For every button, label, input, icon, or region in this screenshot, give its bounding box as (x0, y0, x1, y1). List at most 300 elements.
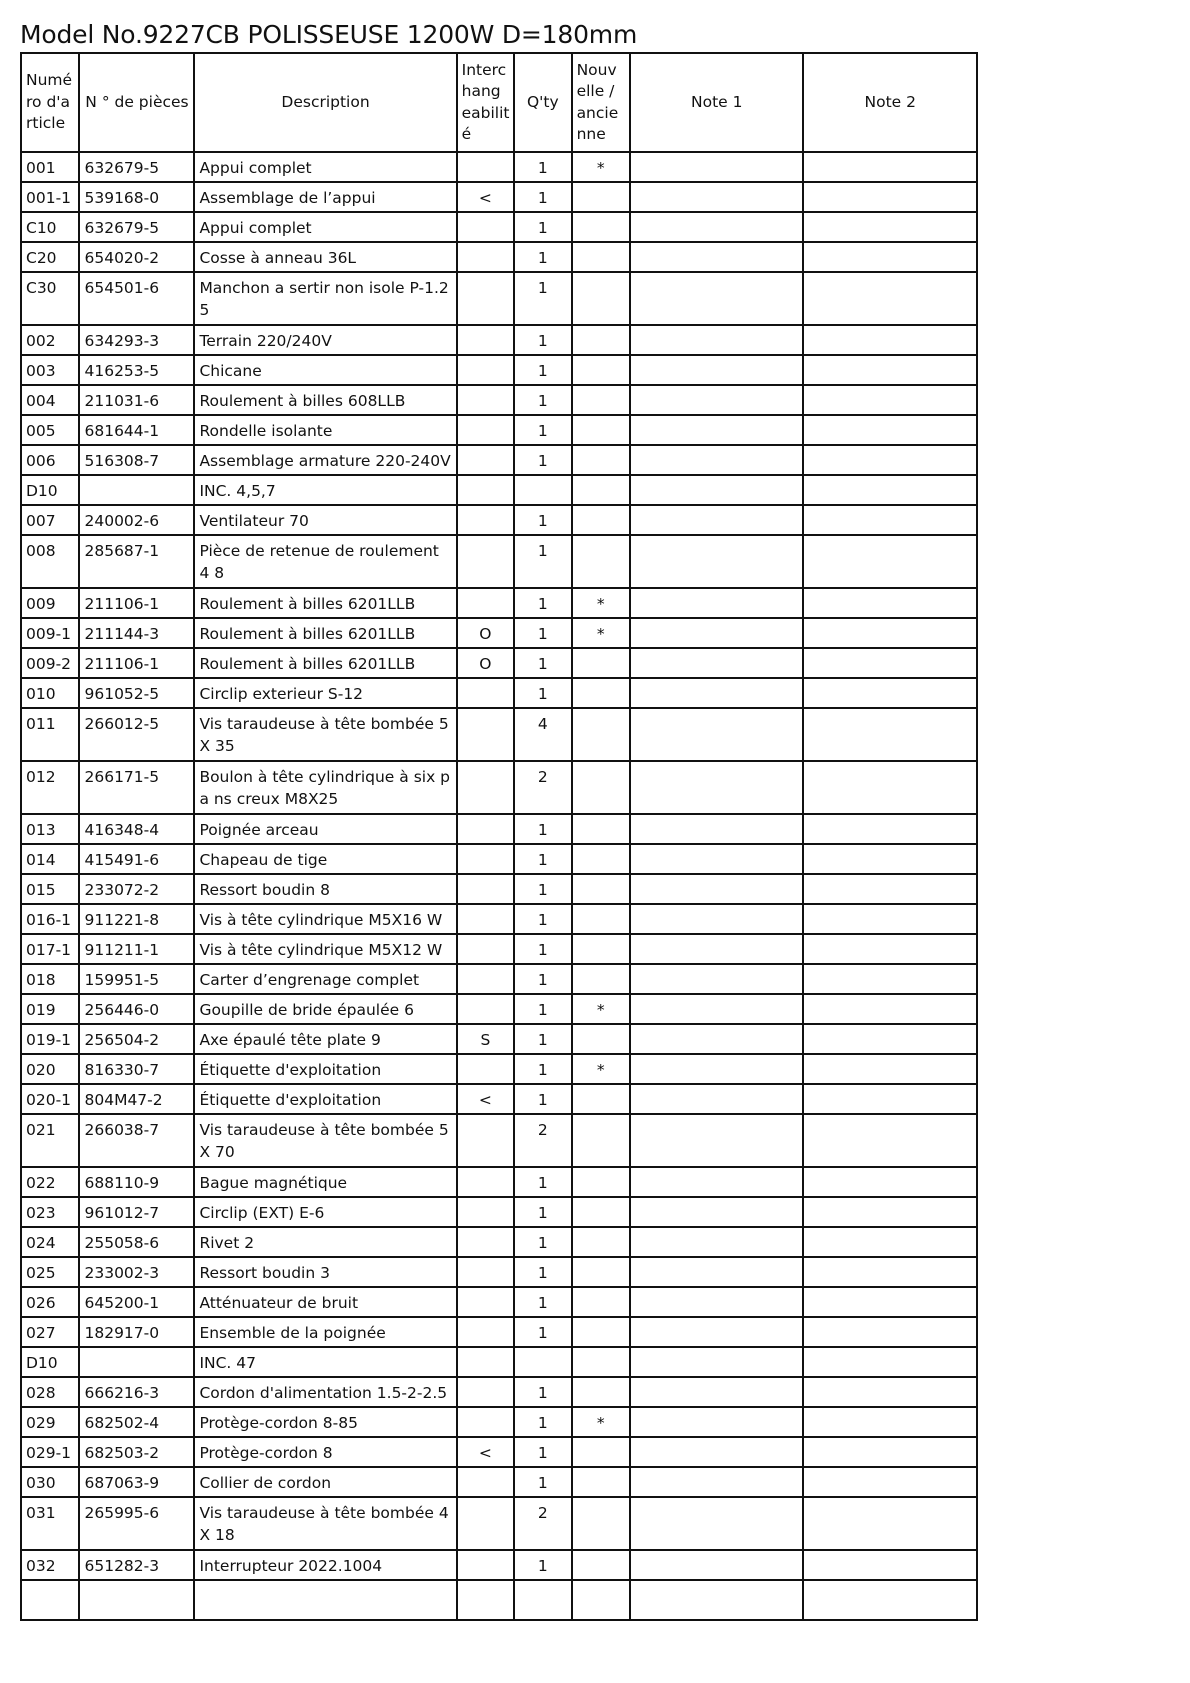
cell-new-old: * (572, 994, 630, 1024)
cell-new-old (572, 182, 630, 212)
cell-quantity (514, 1347, 571, 1377)
cell-note-1 (630, 1167, 803, 1197)
header-part-number: N ° de pièces (79, 53, 194, 152)
cell-part-number: 182917-0 (79, 1317, 194, 1347)
table-row (21, 1437, 977, 1467)
cell-new-old (572, 934, 630, 964)
cell-note-1 (630, 152, 803, 182)
cell-item-number: 026 (21, 1287, 79, 1317)
cell-note-1 (630, 1084, 803, 1114)
cell-part-number: 416253-5 (79, 355, 194, 385)
cell-interchangeability (457, 1497, 514, 1550)
cell-part-number: 632679-5 (79, 212, 194, 242)
cell-note-2 (803, 1347, 977, 1377)
parts-table-wrapper (20, 52, 978, 1683)
cell-part-number: 961012-7 (79, 1197, 194, 1227)
cell-new-old (572, 325, 630, 355)
cell-quantity: 1 (514, 814, 571, 844)
cell-item-number: C10 (21, 212, 79, 242)
cell-part-number (79, 475, 194, 505)
cell-part-number: 211106-1 (79, 588, 194, 618)
cell-interchangeability (457, 212, 514, 242)
cell-description: Assemblage de l’appui (194, 182, 456, 212)
cell-note-2 (803, 212, 977, 242)
cell-note-2 (803, 445, 977, 475)
cell-quantity: 1 (514, 1197, 571, 1227)
cell-description: Roulement à billes 6201LLB (194, 618, 456, 648)
cell-new-old (572, 1024, 630, 1054)
cell-item-number: 002 (21, 325, 79, 355)
cell-new-old (572, 964, 630, 994)
cell-note-1 (630, 964, 803, 994)
cell-description: Chicane (194, 355, 456, 385)
table-row (21, 1084, 977, 1114)
table-row (21, 1114, 977, 1167)
cell-note-2 (803, 1467, 977, 1497)
cell-item-number: C30 (21, 272, 79, 325)
cell-note-1 (630, 904, 803, 934)
cell-note-1 (630, 618, 803, 648)
cell-item-number: 005 (21, 415, 79, 445)
cell-note-1 (630, 415, 803, 445)
cell-new-old (572, 355, 630, 385)
cell-note-1 (630, 708, 803, 761)
cell-description: Bague magnétique (194, 1167, 456, 1197)
cell-part-number: 233002-3 (79, 1257, 194, 1287)
cell-item-number: 024 (21, 1227, 79, 1257)
cell-description: Manchon a sertir non isole P-1.2 5 (194, 272, 456, 325)
table-row (21, 1407, 977, 1437)
cell-note-2 (803, 272, 977, 325)
cell-interchangeability (457, 934, 514, 964)
cell-part-number: 911221-8 (79, 904, 194, 934)
cell-quantity: 1 (514, 1317, 571, 1347)
cell-description: Chapeau de tige (194, 844, 456, 874)
table-row (21, 535, 977, 588)
header-item-number: Numé ro d'a rticle (21, 53, 79, 152)
cell-part-number: 256504-2 (79, 1024, 194, 1054)
cell-description: Ressort boudin 8 (194, 874, 456, 904)
cell-note-2 (803, 678, 977, 708)
empty-cell (630, 1580, 803, 1620)
cell-note-1 (630, 761, 803, 814)
cell-quantity: 1 (514, 994, 571, 1024)
cell-note-2 (803, 904, 977, 934)
cell-description: Cordon d'alimentation 1.5-2-2.5 (194, 1377, 456, 1407)
cell-interchangeability (457, 152, 514, 182)
table-row (21, 1467, 977, 1497)
cell-note-1 (630, 1024, 803, 1054)
cell-quantity: 1 (514, 904, 571, 934)
cell-quantity: 1 (514, 505, 571, 535)
cell-description: Étiquette d'exploitation (194, 1084, 456, 1114)
cell-note-1 (630, 1497, 803, 1550)
cell-item-number: 027 (21, 1317, 79, 1347)
cell-quantity: 1 (514, 964, 571, 994)
cell-item-number: 004 (21, 385, 79, 415)
cell-part-number: 682503-2 (79, 1437, 194, 1467)
cell-note-1 (630, 212, 803, 242)
cell-note-1 (630, 1550, 803, 1580)
cell-item-number: 003 (21, 355, 79, 385)
cell-quantity: 1 (514, 1287, 571, 1317)
table-row (21, 182, 977, 212)
cell-note-1 (630, 1317, 803, 1347)
cell-interchangeability: < (457, 1437, 514, 1467)
cell-description: Carter d’engrenage complet (194, 964, 456, 994)
cell-interchangeability: < (457, 182, 514, 212)
cell-item-number: 015 (21, 874, 79, 904)
header-quantity: Q'ty (514, 53, 571, 152)
cell-quantity: 1 (514, 1024, 571, 1054)
cell-description: Rondelle isolante (194, 415, 456, 445)
cell-item-number: 021 (21, 1114, 79, 1167)
cell-note-1 (630, 355, 803, 385)
cell-description: Appui complet (194, 152, 456, 182)
cell-note-1 (630, 1287, 803, 1317)
cell-description: Protège-cordon 8-85 (194, 1407, 456, 1437)
cell-part-number (79, 1347, 194, 1377)
cell-new-old: * (572, 152, 630, 182)
cell-new-old (572, 1197, 630, 1227)
cell-note-2 (803, 1550, 977, 1580)
cell-note-2 (803, 385, 977, 415)
cell-new-old (572, 242, 630, 272)
cell-description: Protège-cordon 8 (194, 1437, 456, 1467)
cell-note-1 (630, 1347, 803, 1377)
header-note-1: Note 1 (630, 53, 803, 152)
cell-note-2 (803, 1437, 977, 1467)
table-row (21, 505, 977, 535)
table-row (21, 1024, 977, 1054)
cell-interchangeability (457, 1407, 514, 1437)
cell-item-number: 028 (21, 1377, 79, 1407)
cell-note-1 (630, 1054, 803, 1084)
cell-quantity: 1 (514, 325, 571, 355)
cell-interchangeability (457, 874, 514, 904)
cell-description: Poignée arceau (194, 814, 456, 844)
empty-cell (572, 1580, 630, 1620)
cell-quantity: 1 (514, 1084, 571, 1114)
cell-description: Pièce de retenue de roulement 4 8 (194, 535, 456, 588)
table-row (21, 1377, 977, 1407)
cell-note-1 (630, 678, 803, 708)
cell-note-1 (630, 1377, 803, 1407)
cell-quantity: 1 (514, 588, 571, 618)
cell-interchangeability (457, 272, 514, 325)
cell-quantity: 1 (514, 1550, 571, 1580)
cell-new-old: * (572, 588, 630, 618)
table-row (21, 445, 977, 475)
cell-note-1 (630, 588, 803, 618)
cell-description: Vis à tête cylindrique M5X16 W (194, 904, 456, 934)
cell-quantity: 1 (514, 1467, 571, 1497)
cell-note-1 (630, 844, 803, 874)
cell-part-number: 211106-1 (79, 648, 194, 678)
cell-interchangeability (457, 242, 514, 272)
empty-cell (514, 1580, 571, 1620)
table-row (21, 1497, 977, 1550)
cell-note-2 (803, 1024, 977, 1054)
cell-part-number: 266012-5 (79, 708, 194, 761)
header-new-old: Nouv elle / ancie nne (572, 53, 630, 152)
cell-new-old (572, 904, 630, 934)
cell-quantity: 2 (514, 1114, 571, 1167)
cell-new-old (572, 1287, 630, 1317)
cell-note-2 (803, 814, 977, 844)
cell-note-1 (630, 505, 803, 535)
cell-description: Ventilateur 70 (194, 505, 456, 535)
cell-note-1 (630, 1257, 803, 1287)
cell-new-old (572, 1084, 630, 1114)
cell-interchangeability (457, 385, 514, 415)
cell-new-old (572, 678, 630, 708)
table-row (21, 415, 977, 445)
table-row (21, 1317, 977, 1347)
cell-quantity: 1 (514, 874, 571, 904)
cell-quantity: 1 (514, 445, 571, 475)
table-row (21, 708, 977, 761)
cell-part-number: 266038-7 (79, 1114, 194, 1167)
cell-description: Collier de cordon (194, 1467, 456, 1497)
cell-new-old (572, 1114, 630, 1167)
cell-quantity (514, 475, 571, 505)
cell-interchangeability (457, 415, 514, 445)
cell-part-number: 911211-1 (79, 934, 194, 964)
cell-interchangeability (457, 678, 514, 708)
cell-note-2 (803, 874, 977, 904)
cell-new-old (572, 1317, 630, 1347)
cell-description: Circlip exterieur S-12 (194, 678, 456, 708)
cell-part-number: 687063-9 (79, 1467, 194, 1497)
cell-part-number: 211144-3 (79, 618, 194, 648)
table-row (21, 1227, 977, 1257)
cell-interchangeability (457, 1317, 514, 1347)
cell-quantity: 1 (514, 1407, 571, 1437)
cell-note-2 (803, 1084, 977, 1114)
cell-note-2 (803, 588, 977, 618)
cell-new-old (572, 1497, 630, 1550)
table-row (21, 1287, 977, 1317)
cell-new-old: * (572, 1054, 630, 1084)
cell-item-number: 022 (21, 1167, 79, 1197)
cell-new-old (572, 1377, 630, 1407)
cell-note-2 (803, 1167, 977, 1197)
cell-item-number: 009-2 (21, 648, 79, 678)
cell-quantity: 1 (514, 648, 571, 678)
cell-item-number: 008 (21, 535, 79, 588)
cell-new-old (572, 708, 630, 761)
empty-cell (21, 1580, 79, 1620)
cell-interchangeability (457, 535, 514, 588)
cell-interchangeability (457, 1114, 514, 1167)
cell-interchangeability (457, 1054, 514, 1084)
cell-interchangeability (457, 1257, 514, 1287)
cell-quantity: 1 (514, 618, 571, 648)
cell-interchangeability (457, 325, 514, 355)
cell-item-number: 029-1 (21, 1437, 79, 1467)
cell-part-number: 211031-6 (79, 385, 194, 415)
table-row (21, 1054, 977, 1084)
cell-note-1 (630, 934, 803, 964)
cell-quantity: 1 (514, 242, 571, 272)
cell-quantity: 1 (514, 212, 571, 242)
cell-item-number: 019-1 (21, 1024, 79, 1054)
table-body (21, 152, 977, 1620)
cell-quantity: 1 (514, 1227, 571, 1257)
table-row (21, 934, 977, 964)
table-row (21, 618, 977, 648)
empty-cell (79, 1580, 194, 1620)
cell-interchangeability (457, 445, 514, 475)
cell-interchangeability (457, 994, 514, 1024)
cell-item-number: 025 (21, 1257, 79, 1287)
cell-note-2 (803, 618, 977, 648)
cell-item-number: 031 (21, 1497, 79, 1550)
page-title: Model No.9227CB POLISSEUSE 1200W D=180mm (20, 20, 638, 49)
cell-description: Atténuateur de bruit (194, 1287, 456, 1317)
cell-interchangeability (457, 814, 514, 844)
cell-description: Roulement à billes 608LLB (194, 385, 456, 415)
table-row (21, 678, 977, 708)
cell-note-2 (803, 1054, 977, 1084)
cell-description: Terrain 220/240V (194, 325, 456, 355)
cell-new-old (572, 874, 630, 904)
table-row (21, 874, 977, 904)
table-row-cutoff (21, 1580, 977, 1620)
table-row (21, 844, 977, 874)
empty-cell (194, 1580, 456, 1620)
cell-description: Axe épaulé tête plate 9 (194, 1024, 456, 1054)
cell-interchangeability: < (457, 1084, 514, 1114)
cell-note-2 (803, 1377, 977, 1407)
cell-description: Assemblage armature 220-240V (194, 445, 456, 475)
cell-part-number: 233072-2 (79, 874, 194, 904)
cell-part-number: 240002-6 (79, 505, 194, 535)
cell-note-2 (803, 182, 977, 212)
cell-part-number: 666216-3 (79, 1377, 194, 1407)
cell-item-number: 014 (21, 844, 79, 874)
table-header-row (21, 53, 977, 152)
cell-description: Vis taraudeuse à tête bombée 5X 70 (194, 1114, 456, 1167)
cell-description: Vis taraudeuse à tête bombée 5X 35 (194, 708, 456, 761)
cell-note-2 (803, 934, 977, 964)
cell-description: Rivet 2 (194, 1227, 456, 1257)
cell-quantity: 2 (514, 761, 571, 814)
cell-description: Roulement à billes 6201LLB (194, 648, 456, 678)
cell-quantity: 1 (514, 934, 571, 964)
table-row (21, 152, 977, 182)
cell-new-old (572, 1257, 630, 1287)
cell-note-2 (803, 415, 977, 445)
cell-description: Roulement à billes 6201LLB (194, 588, 456, 618)
cell-note-1 (630, 475, 803, 505)
cell-quantity: 1 (514, 385, 571, 415)
cell-part-number: 961052-5 (79, 678, 194, 708)
header-interchangeability: Interc hang eabilit é (457, 53, 514, 152)
cell-note-2 (803, 1197, 977, 1227)
cell-new-old (572, 505, 630, 535)
cell-interchangeability (457, 588, 514, 618)
cell-quantity: 1 (514, 355, 571, 385)
cell-interchangeability (457, 475, 514, 505)
table-row (21, 1257, 977, 1287)
cell-note-1 (630, 1114, 803, 1167)
cell-note-1 (630, 272, 803, 325)
cell-note-1 (630, 325, 803, 355)
cell-description: Ressort boudin 3 (194, 1257, 456, 1287)
cell-description: Circlip (EXT) E-6 (194, 1197, 456, 1227)
cell-item-number: C20 (21, 242, 79, 272)
cell-item-number: 013 (21, 814, 79, 844)
cell-note-2 (803, 1287, 977, 1317)
cell-note-2 (803, 505, 977, 535)
cell-interchangeability (457, 505, 514, 535)
cell-quantity: 1 (514, 415, 571, 445)
cell-item-number: 020 (21, 1054, 79, 1084)
cell-note-2 (803, 844, 977, 874)
table-row (21, 648, 977, 678)
cell-quantity: 1 (514, 678, 571, 708)
cell-note-2 (803, 708, 977, 761)
cell-part-number: 539168-0 (79, 182, 194, 212)
cell-interchangeability (457, 904, 514, 934)
cell-description: Goupille de bride épaulée 6 (194, 994, 456, 1024)
cell-interchangeability (457, 761, 514, 814)
cell-part-number: 654020-2 (79, 242, 194, 272)
cell-interchangeability (457, 708, 514, 761)
table-row (21, 212, 977, 242)
cell-item-number: 009 (21, 588, 79, 618)
cell-item-number: 016-1 (21, 904, 79, 934)
cell-item-number: 023 (21, 1197, 79, 1227)
cell-part-number: 651282-3 (79, 1550, 194, 1580)
cell-item-number: 010 (21, 678, 79, 708)
table-row (21, 994, 977, 1024)
cell-item-number: 006 (21, 445, 79, 475)
cell-part-number: 682502-4 (79, 1407, 194, 1437)
cell-part-number: 681644-1 (79, 415, 194, 445)
cell-note-1 (630, 385, 803, 415)
cell-item-number: 012 (21, 761, 79, 814)
cell-new-old (572, 1167, 630, 1197)
cell-item-number: 001 (21, 152, 79, 182)
cell-part-number: 415491-6 (79, 844, 194, 874)
cell-note-1 (630, 182, 803, 212)
cell-new-old (572, 212, 630, 242)
cell-new-old: * (572, 618, 630, 648)
cell-new-old (572, 648, 630, 678)
cell-new-old (572, 1550, 630, 1580)
cell-note-1 (630, 1197, 803, 1227)
cell-part-number: 256446-0 (79, 994, 194, 1024)
cell-interchangeability (457, 1197, 514, 1227)
cell-note-1 (630, 1437, 803, 1467)
empty-cell (803, 1580, 977, 1620)
table-row (21, 355, 977, 385)
cell-part-number: 516308-7 (79, 445, 194, 475)
cell-note-1 (630, 1227, 803, 1257)
cell-note-2 (803, 1257, 977, 1287)
table-row (21, 325, 977, 355)
cell-part-number: 816330-7 (79, 1054, 194, 1084)
cell-note-2 (803, 1114, 977, 1167)
cell-new-old (572, 761, 630, 814)
cell-new-old (572, 1227, 630, 1257)
cell-note-2 (803, 964, 977, 994)
cell-item-number: 032 (21, 1550, 79, 1580)
cell-description: INC. 47 (194, 1347, 456, 1377)
